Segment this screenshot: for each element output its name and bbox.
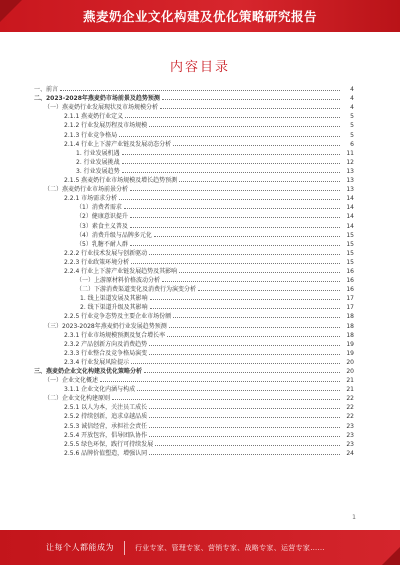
toc-leader-dots xyxy=(122,163,340,164)
toc-entry-label: 2.2.1 市场需求分析 xyxy=(64,195,118,203)
toc-entry-page: 23 xyxy=(346,440,354,448)
footer-divider xyxy=(124,541,125,555)
toc-entry-page: 4 xyxy=(350,86,354,94)
toc-leader-dots xyxy=(60,90,340,91)
toc-entry[interactable] xyxy=(34,402,354,411)
toc-entry[interactable] xyxy=(34,148,354,157)
toc-entry[interactable] xyxy=(34,439,354,448)
toc-entry-label: （4）消费升级与品牌多元化 xyxy=(76,231,152,239)
toc-entry-label: （二）燕麦奶行业市场前景分析 xyxy=(44,186,129,194)
toc-leader-dots xyxy=(198,290,340,291)
toc-entry-label: 2.5.6 品牌价值塑造，增强认同 xyxy=(64,449,148,457)
toc-leader-dots xyxy=(119,199,340,200)
toc-leader-dots xyxy=(122,172,340,173)
toc-leader-dots xyxy=(149,408,340,409)
toc-leader-dots xyxy=(149,345,340,346)
toc-entry-label: 2.1.3 行业竞争格局 xyxy=(64,131,118,139)
report-title: 燕麦奶企业文化构建及优化策略研究报告 xyxy=(82,9,317,24)
toc-entry-page: 14 xyxy=(346,204,354,212)
toc-entry-page: 21 xyxy=(346,377,354,385)
toc-leader-dots xyxy=(131,263,340,264)
toc-leader-dots xyxy=(149,254,340,255)
toc-entry[interactable] xyxy=(34,220,354,229)
toc-entry-label: （5）乳糖不耐人群 xyxy=(76,240,128,248)
toc-entry-page: 6 xyxy=(350,140,354,148)
toc-entry-page: 21 xyxy=(346,386,354,394)
toc-entry-label: （3）素食主义普及 xyxy=(76,222,128,230)
toc-entry[interactable] xyxy=(34,157,354,166)
toc-leader-dots xyxy=(131,363,340,364)
toc-leader-dots xyxy=(122,154,340,155)
footer-brand: 让每个人都能成为 xyxy=(46,543,114,552)
toc-entry-label: （1）消费者需求 xyxy=(76,204,122,212)
toc-entry-page: 13 xyxy=(346,167,354,175)
toc-entry[interactable] xyxy=(34,293,354,302)
toc-entry-label: 一、前言 xyxy=(34,86,59,94)
toc-leader-dots xyxy=(155,445,340,446)
corner-decoration xyxy=(0,0,22,22)
toc-leader-dots xyxy=(167,336,340,337)
toc-entry[interactable] xyxy=(34,111,354,120)
toc-entry-label: （一）企业文化概述 xyxy=(44,377,99,385)
toc-leader-dots xyxy=(119,136,340,137)
toc-entry-label: 2.3.1 行业市场规模预测及复合增长率 xyxy=(64,331,166,339)
toc-entry[interactable] xyxy=(34,239,354,248)
toc-entry[interactable] xyxy=(34,202,354,211)
toc-entry[interactable] xyxy=(34,139,354,148)
toc-leader-dots xyxy=(149,427,340,428)
toc-entry-label: 三、燕麦奶企业文化构建及优化策略分析 xyxy=(34,368,143,375)
toc-entry[interactable] xyxy=(34,411,354,420)
toc-entry-label: （一）上游原材料价格波动分析 xyxy=(76,277,161,285)
toc-entry-page: 17 xyxy=(346,304,354,312)
toc-entry[interactable] xyxy=(34,375,354,384)
toc-entry-page: 5 xyxy=(350,122,354,130)
toc-leader-dots xyxy=(130,245,340,246)
toc-entry-label: 2.5.2 持续创新，追求卓越品质 xyxy=(64,413,148,421)
footer-tagline: 行业专家、管理专家、营销专家、战略专家、运营专家…… xyxy=(135,543,325,552)
toc-leader-dots xyxy=(100,381,340,382)
toc-leader-dots xyxy=(162,281,340,282)
toc-entry-page: 22 xyxy=(346,395,354,403)
toc-entry-page: 23 xyxy=(346,431,354,439)
toc-entry-label: 2.2.3 行业政策环境分析 xyxy=(64,258,130,266)
toc-entry-label: 2.2.4 行业上下游产业链发展趋势及其影响 xyxy=(64,267,178,275)
toc-entry-page: 14 xyxy=(346,195,354,203)
toc-entry[interactable] xyxy=(34,430,354,439)
toc-entry[interactable] xyxy=(34,211,354,220)
toc-leader-dots xyxy=(149,417,340,418)
toc-entry-label: 3. 行业发展趋势 xyxy=(76,167,120,175)
toc-entry-page: 17 xyxy=(346,295,354,303)
toc-entry-page: 13 xyxy=(346,186,354,194)
toc-entry-label: （三）2023-2028年燕麦奶行业发展趋势预测 xyxy=(44,322,167,330)
toc-entry-page: 16 xyxy=(346,277,354,285)
toc-entry-page: 4 xyxy=(350,104,354,112)
toc-entry-page: 19 xyxy=(346,349,354,357)
toc-entry[interactable] xyxy=(34,366,354,375)
toc-entry-label: 2. 行业发展挑战 xyxy=(76,158,120,166)
toc-entry[interactable] xyxy=(34,302,354,311)
toc-entry-label: 2.5.1 以人为本，关注员工成长 xyxy=(64,404,148,412)
toc-entry-page: 20 xyxy=(346,368,354,375)
toc-entry[interactable] xyxy=(34,284,354,293)
toc-entry[interactable] xyxy=(34,393,354,402)
toc-entry-label: 2.1.2 行业发展历程及市场规模 xyxy=(64,122,148,130)
toc-leader-dots xyxy=(112,399,340,400)
toc-leader-dots xyxy=(154,236,340,237)
toc-entry[interactable] xyxy=(34,184,354,193)
toc-entry[interactable] xyxy=(34,120,354,129)
toc-leader-dots xyxy=(130,227,340,228)
toc-leader-dots xyxy=(179,181,340,182)
toc-entry[interactable] xyxy=(34,248,354,257)
toc-leader-dots xyxy=(130,217,340,218)
toc-leader-dots xyxy=(160,108,340,109)
toc-entry-page: 16 xyxy=(346,286,354,294)
toc-entry[interactable] xyxy=(34,166,354,175)
toc-entry[interactable] xyxy=(34,266,354,275)
toc-entry-label: 2.2.2 行业技术发展与创新驱动 xyxy=(64,249,148,257)
toc-entry-label: 2. 线下渠道升级及其影响 xyxy=(80,304,148,312)
toc-leader-dots xyxy=(179,272,340,273)
toc-entry-label: 2.3.4 行业发展风险提示 xyxy=(64,358,130,366)
toc-entry[interactable] xyxy=(34,420,354,429)
toc-entry[interactable] xyxy=(34,102,354,111)
toc-entry-label: 2.5.4 开放包容，倡导团队协作 xyxy=(64,431,148,439)
toc-entry-page: 15 xyxy=(346,231,354,239)
toc-leader-dots xyxy=(150,299,340,300)
toc-entry-page: 24 xyxy=(346,449,354,457)
toc-entry-page: 14 xyxy=(346,222,354,230)
toc-entry[interactable] xyxy=(34,357,354,366)
toc-entry[interactable] xyxy=(34,129,354,138)
toc-entry-label: 2.1.4 行业上下游产业链及发展动态分析 xyxy=(64,140,172,148)
toc-entry-label: （二）企业文化构建原则 xyxy=(44,395,111,403)
toc-entry-label: （二）下游消费渠道变化及消费行为演变分析 xyxy=(76,286,197,294)
toc-entry[interactable] xyxy=(34,339,354,348)
toc-entry-page: 18 xyxy=(346,322,354,330)
toc-entry-label: 2.1.5 燕麦奶行业市场规模及增长趋势预测 xyxy=(64,177,178,185)
toc-leader-dots xyxy=(149,354,340,355)
toc-entry-page: 18 xyxy=(346,331,354,339)
toc-entry-page: 22 xyxy=(346,404,354,412)
corner-decoration xyxy=(382,547,400,565)
toc-leader-dots xyxy=(173,145,340,146)
toc-entry-label: 二、2023-2028年燕麦奶市场前景及趋势预测 xyxy=(34,95,160,103)
toc-entry[interactable] xyxy=(34,84,354,93)
toc-entry-page: 15 xyxy=(346,258,354,266)
toc-leader-dots xyxy=(149,126,340,127)
toc-entry-label: （一）燕麦奶行业发展现状及市场规模分析 xyxy=(44,104,159,112)
footer-banner xyxy=(0,530,400,565)
toc-entry-label: 1. 行业发展机遇 xyxy=(76,149,120,157)
toc-entry-label: 2.1.1 燕麦奶行业定义 xyxy=(64,113,124,121)
toc-entry[interactable] xyxy=(34,330,354,339)
toc-leader-dots xyxy=(125,117,340,118)
toc-entry-page: 5 xyxy=(350,131,354,139)
toc-entry[interactable] xyxy=(34,93,354,102)
toc-entry[interactable] xyxy=(34,320,354,329)
toc-leader-dots xyxy=(173,317,340,318)
toc-entry[interactable] xyxy=(34,311,354,320)
toc-entry[interactable] xyxy=(34,448,354,457)
toc-entry[interactable] xyxy=(34,348,354,357)
toc-entry-label: 3.1.1 企业文化内涵与构成 xyxy=(64,386,136,394)
toc-entry[interactable] xyxy=(34,257,354,266)
toc-entry-page: 22 xyxy=(346,413,354,421)
toc-entry-label: 2.3.2 产品创新方向及消费趋势 xyxy=(64,340,148,348)
toc-entry-label: 2.3.3 行业整合及竞争格局演变 xyxy=(64,349,148,357)
toc-entry[interactable] xyxy=(34,175,354,184)
toc-entry-label: 1. 线上渠道发展及其影响 xyxy=(80,295,148,303)
toc-leader-dots xyxy=(124,208,340,209)
toc-entry[interactable] xyxy=(34,275,354,284)
toc-entry-page: 19 xyxy=(346,340,354,348)
toc-entry-page: 14 xyxy=(346,213,354,221)
toc-entry-page: 11 xyxy=(346,149,354,157)
toc-entry[interactable] xyxy=(34,193,354,202)
toc-entry-page: 12 xyxy=(346,158,354,166)
toc-entry-label: 2.2.5 行业竞争态势及主要企业市场份额 xyxy=(64,313,172,321)
toc-entry-label: 2.5.5 绿色环保，践行可持续发展 xyxy=(64,440,154,448)
toc-entry-page: 20 xyxy=(346,358,354,366)
toc-entry-page: 15 xyxy=(346,249,354,257)
toc-leader-dots xyxy=(149,436,340,437)
toc-leader-dots xyxy=(144,372,340,373)
toc-entry[interactable] xyxy=(34,384,354,393)
toc-entry-page: 23 xyxy=(346,422,354,430)
toc-leader-dots xyxy=(162,99,340,100)
toc-leader-dots xyxy=(149,454,340,455)
toc-entry-page: 15 xyxy=(346,240,354,248)
toc-leader-dots xyxy=(169,327,340,328)
toc-entry-page: 13 xyxy=(346,177,354,185)
toc-entry-page: 18 xyxy=(346,313,354,321)
toc-entry-label: （2）健康意识提升 xyxy=(76,213,128,221)
toc-entry-page: 5 xyxy=(350,113,354,121)
toc-leader-dots xyxy=(150,308,340,309)
toc-leader-dots xyxy=(130,190,340,191)
toc-heading: 内容目录 xyxy=(169,60,230,75)
toc-entry-page: 4 xyxy=(350,95,354,103)
toc-entry[interactable] xyxy=(34,230,354,239)
page-number: 1 xyxy=(352,514,356,521)
table-of-contents xyxy=(34,84,354,457)
toc-leader-dots xyxy=(137,390,340,391)
toc-entry-label: 2.5.3 诚信经营，承担社会责任 xyxy=(64,422,148,430)
toc-entry-page: 16 xyxy=(346,267,354,275)
header-banner xyxy=(0,0,400,32)
